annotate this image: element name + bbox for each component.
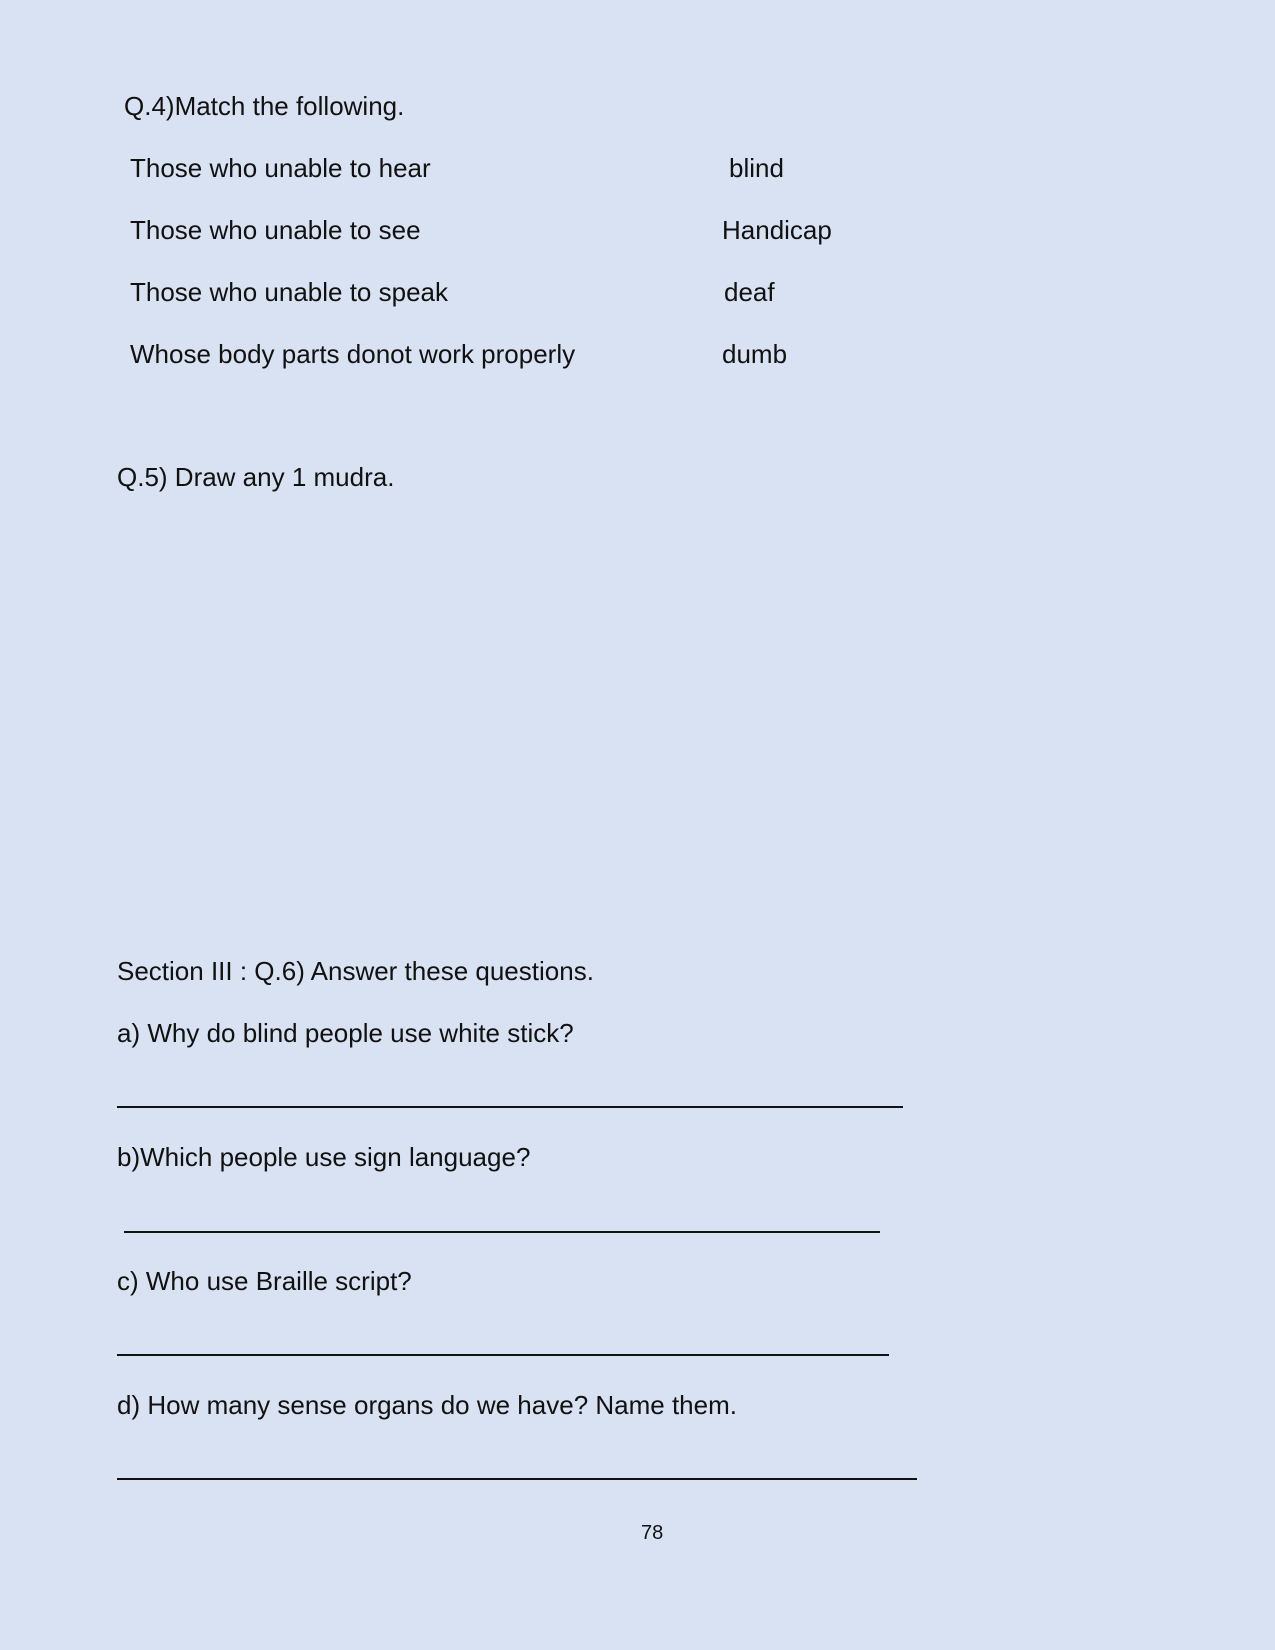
match-right-item-2: Handicap bbox=[722, 215, 832, 245]
answer-line-c[interactable] bbox=[117, 1354, 889, 1356]
answer-line-b[interactable] bbox=[124, 1231, 880, 1233]
match-left-item-1: Those who unable to hear bbox=[130, 153, 431, 183]
page-number: 78 bbox=[641, 1522, 664, 1544]
section3-heading: Section III : Q.6) Answer these questions. bbox=[117, 956, 594, 986]
answer-line-a[interactable] bbox=[117, 1106, 903, 1108]
question-c: c) Who use Braille script? bbox=[117, 1266, 412, 1296]
question-a: a) Why do blind people use white stick? bbox=[117, 1018, 574, 1048]
drawing-area[interactable] bbox=[117, 510, 917, 910]
question-d: d) How many sense organs do we have? Name them. bbox=[117, 1390, 737, 1420]
match-left-item-4: Whose body parts donot work properly bbox=[130, 339, 576, 369]
q5-heading: Q.5) Draw any 1 mudra. bbox=[117, 462, 395, 492]
q4-heading: Q.4)Match the following. bbox=[124, 91, 405, 121]
answer-line-d[interactable] bbox=[117, 1478, 917, 1480]
match-right-item-1: blind bbox=[729, 153, 784, 183]
match-left-item-3: Those who unable to speak bbox=[130, 277, 448, 307]
match-left-item-2: Those who unable to see bbox=[130, 215, 421, 245]
question-b: b)Which people use sign language? bbox=[117, 1142, 531, 1172]
match-right-item-4: dumb bbox=[722, 339, 788, 369]
match-right-item-3: deaf bbox=[724, 277, 775, 307]
